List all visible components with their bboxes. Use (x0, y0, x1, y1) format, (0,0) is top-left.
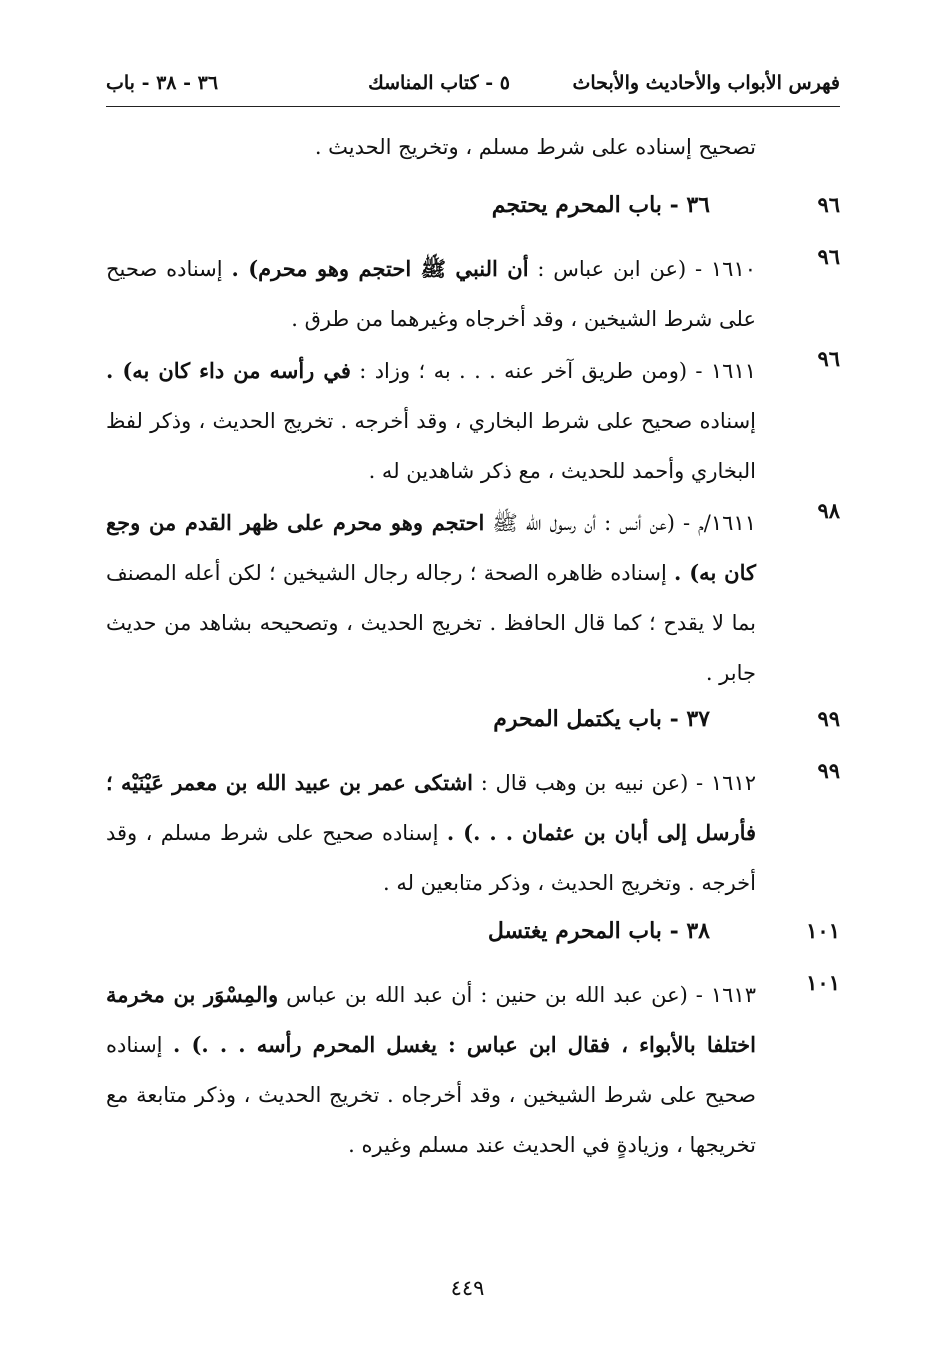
entry-text: تصحيح إسناده على شرط مسلم ، وتخريج الحديث . (314, 135, 756, 159)
entry-text: ١٦١٠ - (عن ابن عباس : أن النبي ﷺ احتجم وهو محرم) . إسناده صحيح على شرط الشيخين ، وقد أخرجاه وغيرهما من طرق . (106, 256, 757, 331)
page-ref: ١٠١ (806, 970, 840, 995)
entry-1611-m (106, 498, 840, 698)
entry-text: ١٦١١ - (ومن طريق آخر عنه . . . به ؛ وزاد : في رأسه من داء كان به) . إسناده صحيح على شرط البخاري ، وقد أخرجه . تخريج الحديث ، وذكر لفظ البخاري وأحمد للحديث ، مع ذكر شاهدين له . (106, 358, 757, 483)
section-heading-37 (106, 706, 840, 746)
entry-1613 (106, 970, 840, 1220)
section-title: ٣٧ - باب يكتمل المحرم (493, 706, 710, 732)
page-ref: ٩٩ (817, 758, 840, 783)
page-ref: ٩٨ (817, 498, 840, 523)
header-index-title: فهرس الأبواب والأحاديث والأبحاث (572, 72, 840, 94)
entry-text: ١٦١٢ - (عن نبيه بن وهب قال : اشتكى عمر بن عبيد الله بن معمر عَيْنَيْه ؛ فأرسل إلى أبان بن عثمان . . .) . إسناده صحيح على شرط مسلم ، وقد أخرجه . وتخريج الحديث ، وذكر متابعين له . (106, 770, 757, 895)
page-ref: ٩٦ (817, 244, 840, 269)
section-heading-36 (106, 192, 840, 232)
section-title: ٣٦ - باب المحرم يحتجم (491, 192, 710, 218)
entry-1610 (106, 244, 840, 344)
entry-text: ١٦١١/م - (عن أنس : أن رسول الله ﷺ احتجم وهو محرم على ظهر القدم من وجع كان به) . إسناده ظاهره الصحة ؛ رجاله رجال الشيخين ؛ لكن أعله المصنف بما لا يقدح ؛ كما قال الحافظ . تخريج الحديث ، وتصحيحه بشاهد من حديث جابر . (106, 510, 756, 685)
section-heading-38 (106, 918, 840, 958)
section-title: ٣٨ - باب المحرم يغتسل (487, 918, 710, 944)
page-ref: ١٠١ (806, 918, 840, 943)
entry-text: ١٦١٣ - (عن عبد الله بن حنين : أن عبد الله بن عباس والمِسْوَر بن مخرمة اختلفا بالأبواء ، فقال ابن عباس : يغسل المحرم رأسه . . .) . إسناده صحيح على شرط الشيخين ، وقد أخرجاه . تخريج الحديث ، وذكر متابعة مع تخريجها ، وزيادةٍ في الحديث عند مسلم وغيره . (106, 982, 756, 1157)
page-ref: ٩٦ (817, 346, 840, 371)
entry-continuation (106, 122, 840, 172)
running-header (106, 72, 840, 107)
header-book-title: ٥ - كتاب المناسك (368, 72, 510, 94)
page-ref: ٩٩ (817, 706, 840, 731)
entry-1611 (106, 346, 840, 496)
page-number: ٤٤٩ (450, 1276, 485, 1300)
page-ref: ٩٦ (817, 192, 840, 217)
entry-1612 (106, 758, 840, 908)
header-chapter-range: ٣٦ - ٣٨ - باب (106, 72, 219, 94)
